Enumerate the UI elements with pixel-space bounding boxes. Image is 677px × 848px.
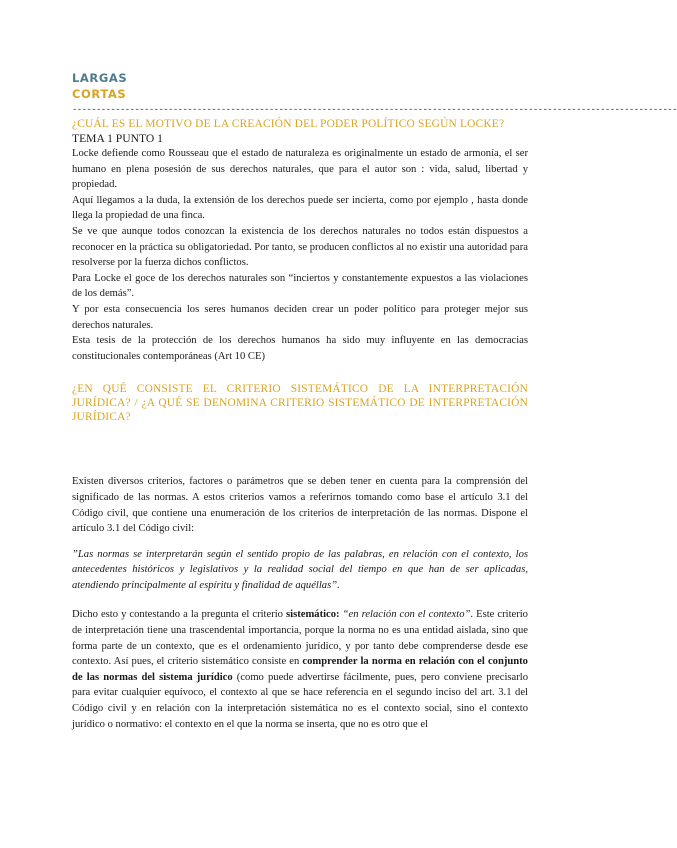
p1-italic: “en relación con el contexto”: [339, 609, 471, 621]
intro-paragraph: Existen diversos criterios, factores o parámetros que se deben tener en cuenta para la comprensión del significado de las normas. A estos criterios vamos a referirnos tomando como base el artículo 3.1 del Código civil, que contiene una enumeración de los criterios de interpretación de las normas. Dispone el artículo 3.1 del Código civil:: [72, 476, 528, 535]
tema-label: TEMA 1 PUNTO 1: [72, 132, 163, 145]
document-page: [72, 70, 677, 732]
p1-bold2: comprender la norma en relación con el conjunto de las normas del sistema jurídico: [72, 656, 528, 683]
divider-line: ------------------------------------------------------------------------------------------------------------------------------: [72, 105, 677, 115]
paragraph-1: Locke defiende como Rousseau que el estado de naturaleza es originalmente un estado de armonía, el ser humano en plena posesión de sus derechos naturales, que para el autor son : vida, salud, libertad y propiedad.: [72, 148, 528, 191]
paragraph-4: Para Locke el goce de los derechos naturales son “inciertos y constantemente expuestos a las violaciones de los demás”.: [72, 272, 528, 300]
question-sistematico: ¿EN QUÉ CONSISTE EL CRITERIO SISTEMÁTICO DE LA INTERPRETACIÓN JURÍDICA? / ¿A QUÉ SE DENOMINA CRITERIO SISTEMÁTICO DE INTERPRETACIÓN JURÍDICA?: [72, 383, 528, 424]
paragraph-3: Se ve que aunque todos conozcan la existencia de los derechos naturales no todos están dispuestos a reconocer en la práctica su obligatoriedad. Por tanto, se producen conflictos al no existir una autoridad para resolverse por la fuerza dichos conflictos.: [72, 225, 528, 269]
p1-rest: . Este criterio de interpretación tiene una trascendental importancia, porque la norma no es una entidad aislada, sino que forma parte de un contexto, que es el ordenamiento jurídico, y por tanto debe comprenderse desde ese contexto. Así pues, el criterio sistemático consiste en: [72, 609, 528, 668]
paragraph-2: Aquí llegamos a la duda, la extensión de los derechos puede ser incierta, como por ejemplo , hasta donde llega la propiedad de una finca.: [72, 194, 528, 222]
paragraph-6: Esta tesis de la protección de los derechos humanos ha sido muy influyente en las democracias constitucionales contemporáneas (Art 10 CE): [72, 335, 528, 362]
paragraph-sistematico: [72, 607, 528, 732]
spacer: [72, 424, 528, 474]
header-largas: LARGAS: [72, 71, 128, 85]
paragraph-5: Y por esta consecuencia los seres humanos deciden crear un poder político para proteger mejor sus derechos naturales.: [72, 303, 528, 331]
article-quote: ”Las normas se interpretarán según el sentido propio de las palabras, en relación con el contexto, los antecedentes históricos y legislativos y la realidad social del tiempo en que han de ser aplicadas, atendiendo principalmente al espíritu y finalidad de aquéllas”.: [72, 548, 528, 591]
p1-bold: sistemático:: [286, 609, 340, 621]
question-locke: ¿CUÁL ES EL MOTIVO DE LA CREACIÓN DEL PODER POLÍTICO SEGÚN LOCKE?: [72, 118, 505, 130]
p1-end: (como puede advertirse fácilmente, pues, pero conviene precisarlo para evitar cualquier equívoco, el contexto al que se hace referencia en el segundo inciso del art. 3.1 del Código civil y en relación con la interpretación sistemática no es el contexto social, sino el contexto jurídico o normativo: el contexto en el que la norma se inserta, que no es otro que el: [72, 671, 528, 730]
header-cortas: CORTAS: [72, 87, 127, 101]
p1-start: Dicho esto y contestando a la pregunta el criterio: [72, 609, 287, 621]
